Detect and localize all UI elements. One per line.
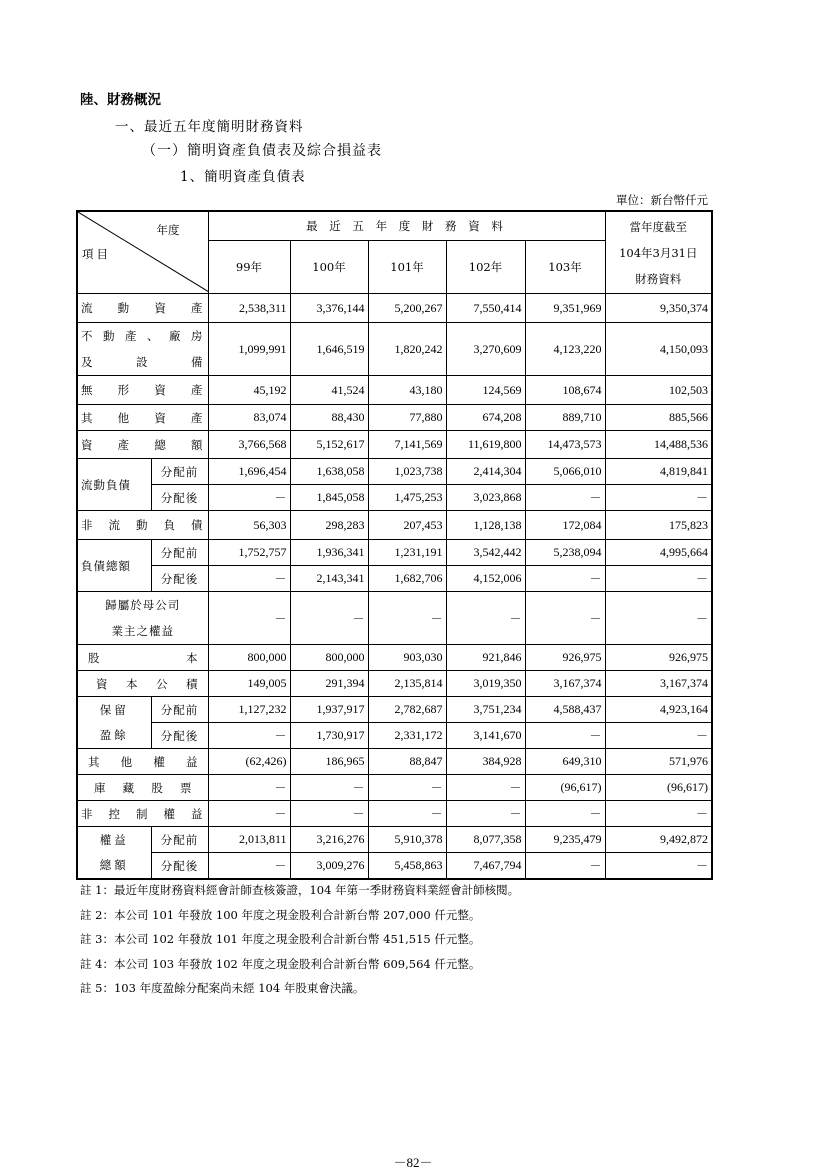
value-cell: 56,303 [208,511,290,540]
value-cell: 903,030 [368,645,446,671]
value-cell: － [208,801,290,827]
value-cell: 5,152,617 [290,431,368,459]
row-capital_surplus [77,671,712,697]
value-cell: － [208,592,290,645]
value-cell: 4,923,164 [605,697,712,723]
value-cell: 1,231,191 [368,540,446,566]
value-cell: － [605,853,712,880]
row-ppe [77,323,712,376]
row-label [77,697,151,749]
row-retained-after [77,723,712,749]
latest-header-line-2: 104年3月31日 [619,245,698,260]
value-cell: － [446,775,525,801]
row-label [77,323,208,376]
value-cell: 571,976 [605,749,712,775]
value-cell: 9,492,872 [605,827,712,853]
row-label: 資本公積 [77,671,208,697]
latest-header-line-1: 當年度截至 [629,219,688,234]
value-cell: 1,128,138 [446,511,525,540]
value-cell: 3,270,609 [446,323,525,376]
row-total_equity-after [77,853,712,880]
value-cell: 3,216,276 [290,827,368,853]
footnote: 註 2：本公司 101 年發放 100 年度之現金股利合計新台幣 207,000 仟元整。 [80,907,481,922]
row-label: 非控制權益 [77,801,208,827]
value-cell: 649,310 [525,749,605,775]
value-cell: － [208,853,290,880]
row-label-line-2: 盈餘 [99,727,129,742]
row-nci [77,801,712,827]
value-cell: － [605,801,712,827]
value-cell: － [605,592,712,645]
row-label-text: 流動負債 [81,477,131,492]
row-label-line-1: 不動產、廠房 [81,329,205,343]
value-cell: － [208,485,290,511]
year-header: 99年 [208,241,290,294]
value-cell: － [368,592,446,645]
value-cell: 3,167,374 [605,671,712,697]
sub-label: 分配後 [151,485,208,511]
value-cell: － [208,723,290,749]
value-cell: 2,331,172 [368,723,446,749]
value-cell: 3,019,350 [446,671,525,697]
value-cell: － [290,592,368,645]
page-number: －82－ [393,1155,433,1170]
row-parent_equity [77,592,712,645]
row-label: 資產總額 [77,431,208,459]
row-label-line-1: 歸屬於母公司 [105,598,181,612]
value-cell: (96,617) [605,775,712,801]
value-cell: 2,013,811 [208,827,290,853]
unit-label: 單位：新台幣仟元 [616,193,708,207]
value-cell: 4,152,006 [446,566,525,592]
year-header: 102年 [446,241,525,294]
value-cell: － [605,566,712,592]
value-cell: 1,936,341 [290,540,368,566]
value-cell: 800,000 [290,645,368,671]
value-cell: 1,638,058 [290,459,368,485]
latest-header-line-3: 財務資料 [635,271,682,286]
value-cell: 14,488,536 [605,431,712,459]
corner-header-cell [77,211,208,294]
value-cell: － [208,566,290,592]
value-cell: 45,192 [208,376,290,405]
value-cell: (96,617) [525,775,605,801]
value-cell: 5,910,378 [368,827,446,853]
row-label: 股本 [77,645,208,671]
value-cell: 43,180 [368,376,446,405]
value-cell: 2,414,304 [446,459,525,485]
latest-header [605,211,712,294]
footnote: 註 5：103 年度盈餘分配案尚未經 104 年股東會決議。 [80,981,365,995]
group-header: 最 近 五 年 度 財 務 資 料 [208,211,605,241]
value-cell: － [208,775,290,801]
value-cell: 3,023,868 [446,485,525,511]
value-cell: 124,569 [446,376,525,405]
value-cell: － [446,592,525,645]
value-cell: 3,751,234 [446,697,525,723]
subsubsection-heading: （一）簡明資產負債表及綜合損益表 [142,143,382,159]
value-cell: 175,823 [605,511,712,540]
value-cell: － [290,801,368,827]
sub-label: 分配後 [151,723,208,749]
value-cell: 1,127,232 [208,697,290,723]
value-cell: 1,023,738 [368,459,446,485]
value-cell: － [525,801,605,827]
value-cell: 885,566 [605,405,712,431]
row-label: 庫藏股票 [77,775,208,801]
value-cell: 149,005 [208,671,290,697]
value-cell: 926,975 [605,645,712,671]
row-label: 其他權益 [77,749,208,775]
row-label-line-2: 及設備 [81,355,205,369]
footnote: 註 4：本公司 103 年發放 102 年度之現金股利合計新台幣 609,564 仟元整。 [80,956,481,971]
value-cell: 3,141,670 [446,723,525,749]
row-capital_stock [77,645,712,671]
value-cell: 889,710 [525,405,605,431]
footnotes [80,878,519,1001]
row-label [77,459,151,511]
value-cell: 1,646,519 [290,323,368,376]
row-noncurrent_liab [77,511,712,540]
row-label-line-2: 總額 [99,857,129,872]
row-label: 流動資產 [77,294,208,323]
value-cell: 5,458,863 [368,853,446,880]
value-cell: 1,845,058 [290,485,368,511]
value-cell: 3,376,144 [290,294,368,323]
value-cell: 41,524 [290,376,368,405]
value-cell: 88,847 [368,749,446,775]
value-cell: (62,426) [208,749,290,775]
value-cell: 1,820,242 [368,323,446,376]
value-cell: 291,394 [290,671,368,697]
value-cell: 8,077,358 [446,827,525,853]
value-cell: 1,730,917 [290,723,368,749]
value-cell: － [368,775,446,801]
value-cell: 5,066,010 [525,459,605,485]
value-cell: 1,696,454 [208,459,290,485]
section-heading: 陸、財務概況 [80,92,161,108]
year-header: 103年 [525,241,605,294]
row-label [77,540,151,592]
row-other_assets [77,405,712,431]
value-cell: － [368,801,446,827]
value-cell: 921,846 [446,645,525,671]
value-cell: 186,965 [290,749,368,775]
value-cell: 3,009,276 [290,853,368,880]
value-cell: 7,550,414 [446,294,525,323]
year-header: 100年 [290,241,368,294]
value-cell: － [525,485,605,511]
value-cell: 3,542,442 [446,540,525,566]
value-cell: 4,150,093 [605,323,712,376]
value-cell: － [525,853,605,880]
value-cell: － [525,592,605,645]
value-cell: 4,819,841 [605,459,712,485]
sub-label: 分配前 [151,459,208,485]
value-cell: 3,167,374 [525,671,605,697]
sub-label: 分配前 [151,827,208,853]
footnote: 註 1：最近年度財務資料經會計師查核簽證，104 年第一季財務資料業經會計師核閱。 [80,883,520,897]
footnote: 註 3：本公司 102 年發放 101 年度之現金股利合計新台幣 451,515 仟元整。 [80,932,481,946]
sub-label: 分配前 [151,540,208,566]
value-cell: － [605,485,712,511]
value-cell: 83,074 [208,405,290,431]
table-title: 1、簡明資產負債表 [180,169,306,185]
header-row [77,211,712,241]
row-retained-before [77,697,712,723]
value-cell: 3,766,568 [208,431,290,459]
corner-item-label: 項目 [82,247,111,261]
value-cell: 207,453 [368,511,446,540]
balance-sheet-table [76,210,713,880]
value-cell: 674,208 [446,405,525,431]
value-cell: － [446,801,525,827]
value-cell: － [605,723,712,749]
value-cell: 9,350,374 [605,294,712,323]
sub-label: 分配後 [151,566,208,592]
row-label: 其他資產 [77,405,208,431]
value-cell: 77,880 [368,405,446,431]
value-cell: 926,975 [525,645,605,671]
sub-label: 分配後 [151,853,208,880]
value-cell: 1,475,253 [368,485,446,511]
value-cell: 800,000 [208,645,290,671]
value-cell: 1,937,917 [290,697,368,723]
value-cell: 2,143,341 [290,566,368,592]
value-cell: 4,588,437 [525,697,605,723]
value-cell: － [290,775,368,801]
row-label: 非流動負債 [77,511,208,540]
value-cell: 172,084 [525,511,605,540]
value-cell: 1,682,706 [368,566,446,592]
value-cell: 1,752,757 [208,540,290,566]
row-label [77,592,208,645]
row-total_assets [77,431,712,459]
value-cell: 108,674 [525,376,605,405]
value-cell: 14,473,573 [525,431,605,459]
value-cell: 5,200,267 [368,294,446,323]
subsection-heading: 一、最近五年度簡明財務資料 [115,119,304,135]
value-cell: 88,430 [290,405,368,431]
value-cell: 11,619,800 [446,431,525,459]
value-cell: － [525,723,605,749]
value-cell: 5,238,094 [525,540,605,566]
value-cell: 102,503 [605,376,712,405]
value-cell: 9,235,479 [525,827,605,853]
value-cell: 7,141,569 [368,431,446,459]
row-intangible [77,376,712,405]
row-treasury [77,775,712,801]
value-cell: － [525,566,605,592]
row-label-line-1: 權益 [99,832,129,847]
row-total_liab-before [77,540,712,566]
value-cell: 7,467,794 [446,853,525,880]
row-other_equity [77,749,712,775]
row-label [77,827,151,880]
row-current_assets [77,294,712,323]
year-header: 101年 [368,241,446,294]
value-cell: 2,135,814 [368,671,446,697]
row-label: 無形資產 [77,376,208,405]
value-cell: 384,928 [446,749,525,775]
value-cell: 298,283 [290,511,368,540]
row-current_liab-before [77,459,712,485]
row-total_liab-after [77,566,712,592]
value-cell: 4,123,220 [525,323,605,376]
value-cell: 4,995,664 [605,540,712,566]
row-label-line-2: 業主之權益 [111,624,174,638]
value-cell: 2,538,311 [208,294,290,323]
value-cell: 2,782,687 [368,697,446,723]
row-label-line-1: 保留 [99,702,129,717]
value-cell: 9,351,969 [525,294,605,323]
sub-label: 分配前 [151,697,208,723]
row-current_liab-after [77,485,712,511]
corner-year-label: 年度 [156,223,180,237]
row-total_equity-before [77,827,712,853]
value-cell: 1,099,991 [208,323,290,376]
row-label-text: 負債總額 [81,558,131,573]
